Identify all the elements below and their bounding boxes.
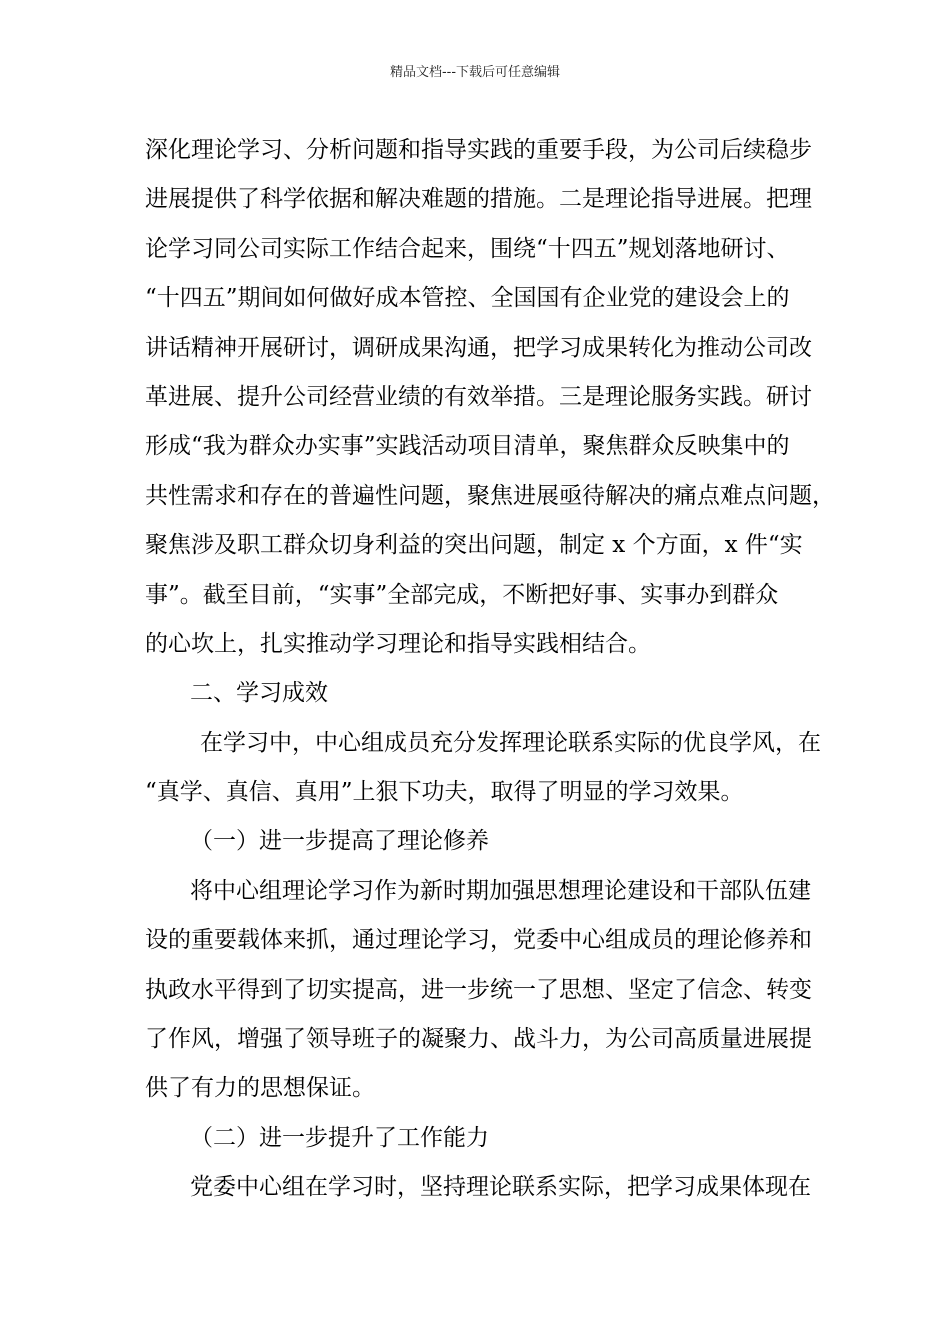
text-line: 事”。截至目前，“实事”全部完成，不断把好事、实事办到群众 <box>145 581 779 608</box>
text-line: 论学习同公司实际工作结合起来，围绕“十四五”规划落地研讨、 <box>145 235 790 262</box>
text-line: 聚焦涉及职工群众切身利益的突出问题，制定 x 个方面，x 件“实 <box>145 532 803 559</box>
text-line: 形成“我为群众办实事”实践活动项目清单，聚焦群众反映集中的 <box>145 433 790 460</box>
text-line: 执政水平得到了切实提高，进一步统一了思想、坚定了信念、转变 <box>145 976 812 1003</box>
text-line: 党委中心组在学习时，坚持理论联系实际，把学习成果体现在 <box>190 1174 811 1201</box>
text-line: 共性需求和存在的普遍性问题，聚焦进展亟待解决的痛点难点问题， <box>145 482 835 509</box>
text-line: “真学、真信、真用”上狠下功夫，取得了明显的学习效果。 <box>145 779 744 806</box>
text-line: 深化理论学习、分析问题和指导实践的重要手段，为公司后续稳步 <box>145 137 812 163</box>
text-line: 将中心组理论学习作为新时期加强思想理论建设和干部队伍建 <box>190 877 811 904</box>
text-line: “十四五”期间如何做好成本管控、全国国有企业党的建设会上的 <box>145 285 790 312</box>
document-body <box>145 126 835 1213</box>
text-line: 讲话精神开展研讨，调研成果沟通，把学习成果转化为推动公司改 <box>145 334 812 361</box>
text-line: 设的重要载体来抓，通过理论学习，党委中心组成员的理论修养和 <box>145 927 812 954</box>
subsection-heading: （二）进一步提升了工作能力 <box>190 1124 489 1151</box>
text-line: 的心坎上，扎实推动学习理论和指导实践相结合。 <box>145 630 651 657</box>
text-line: 供了有力的思想保证。 <box>145 1075 375 1102</box>
text-line: 在学习中，中心组成员充分发挥理论联系实际的优良学风，在 <box>200 729 821 756</box>
subsection-heading: （一）进一步提高了理论修养 <box>190 828 489 855</box>
text-line: 革进展、提升公司经营业绩的有效举措。三是理论服务实践。研讨 <box>145 383 812 410</box>
text-line: 了作风，增强了领导班子的凝聚力、战斗力，为公司高质量进展提 <box>145 1026 812 1053</box>
text-line: 进展提供了科学依据和解决难题的措施。二是理论指导进展。把理 <box>145 186 812 213</box>
page-header: 精品文档---下载后可任意编辑 <box>389 65 561 80</box>
section-heading: 二、学习成效 <box>190 680 328 707</box>
